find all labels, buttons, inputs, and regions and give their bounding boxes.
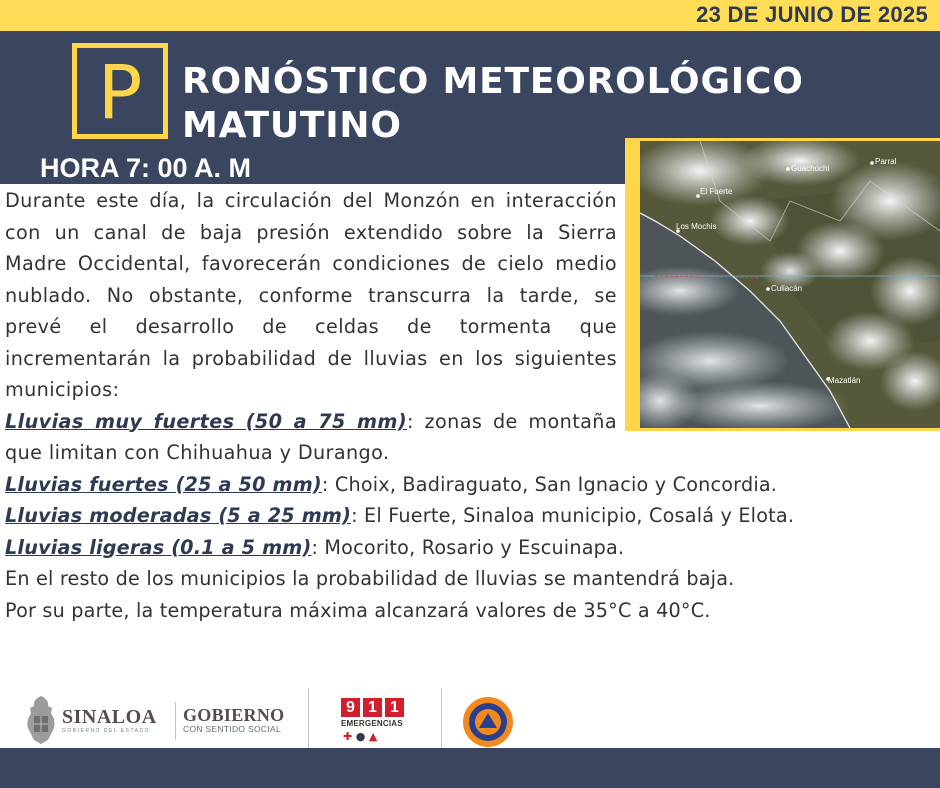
moderate-rain-line bbox=[5, 500, 925, 532]
rest-municipalities-line: En el resto de los municipios la probabilidad de lluvias se mantendrá baja. bbox=[5, 567, 735, 590]
gov-slogan-title: GOBIERNO bbox=[183, 705, 285, 725]
bottom-bar bbox=[0, 748, 940, 788]
map-label-los-mochis: Los Mochis bbox=[676, 222, 717, 231]
title-line-1: RONÓSTICO METEOROLÓGICO bbox=[182, 61, 804, 102]
emergency-label: EMERGENCIAS bbox=[341, 719, 403, 728]
map-label-parral: Parral bbox=[875, 157, 897, 166]
title-line-2: MATUTINO bbox=[182, 105, 402, 146]
top-date-bar bbox=[0, 0, 940, 31]
light-rain-label: Lluvias ligeras (0.1 a 5 mm) bbox=[5, 535, 312, 559]
map-label-mazatlan: Mazatlán bbox=[828, 376, 861, 385]
forecast-body bbox=[5, 185, 925, 626]
heavy-rain-label: Lluvias fuertes (25 a 50 mm) bbox=[5, 472, 322, 496]
heavy-rain-text: : Choix, Badiraguato, San Ignacio y Concordia. bbox=[321, 472, 778, 496]
light-rain-text: : Mocorito, Rosario y Escuinapa. bbox=[311, 535, 625, 559]
map-label-culiacan: Culiacán bbox=[771, 284, 803, 293]
page-title bbox=[182, 60, 804, 148]
state-subtitle: GOBIERNO DEL ESTADO bbox=[62, 728, 150, 734]
footer-divider-3 bbox=[441, 688, 442, 748]
state-name: SINALOA bbox=[62, 706, 157, 728]
map-label-guachochi: Guachochi bbox=[791, 164, 830, 173]
very-heavy-rain-line bbox=[5, 406, 617, 469]
emergency-digit-9: 9 bbox=[341, 698, 360, 717]
emergency-digit-1b: 1 bbox=[385, 698, 404, 717]
intro-paragraph: Durante este día, la circulación del Monzón en interacción con un canal de baja presión extendido sobre la Sierra Madre Occidental, favorecerán condiciones de cielo medio nublado. No obstante, conforme transcurra la tarde, se prevé el desarrollo de celdas de tormenta que incrementarán la probabilidad de lluvias en los siguientes municipios: bbox=[5, 189, 617, 401]
title-initial-letter: P bbox=[97, 50, 143, 136]
report-date: 23 DE JUNIO DE 2025 bbox=[696, 2, 928, 27]
light-rain-line bbox=[5, 532, 925, 564]
very-heavy-rain-label: Lluvias muy fuertes (50 a 75 mm) bbox=[5, 409, 407, 433]
emergency-services-icons: ✚ ● ▲ bbox=[343, 730, 378, 743]
heavy-rain-line bbox=[5, 469, 925, 501]
map-label-el-fuerte: El Fuerte bbox=[700, 187, 733, 196]
footer-divider-1 bbox=[175, 702, 176, 740]
footer-divider-2 bbox=[308, 688, 309, 748]
state-coat-of-arms-icon bbox=[24, 694, 58, 746]
moderate-rain-text: : El Fuerte, Sinaloa municipio, Cosalá y Elota. bbox=[351, 504, 795, 527]
emergency-digit-1a: 1 bbox=[363, 698, 382, 717]
very-heavy-rain-text: : zonas de montaña que limitan con Chihuahua y Durango. bbox=[5, 409, 617, 464]
gov-slogan-subtitle: CON SENTIDO SOCIAL bbox=[183, 724, 281, 734]
forecast-time: HORA 7: 00 A. M bbox=[40, 153, 252, 183]
temperature-line: Por su parte, la temperatura máxima alcanzará valores de 35°C a 40°C. bbox=[5, 598, 711, 622]
moderate-rain-label: Lluvias moderadas (5 a 25 mm) bbox=[5, 504, 352, 527]
emergency-911-logo bbox=[341, 698, 405, 746]
title-initial-box bbox=[72, 43, 168, 139]
civil-protection-icon bbox=[462, 696, 514, 748]
footer-logos bbox=[0, 688, 940, 748]
